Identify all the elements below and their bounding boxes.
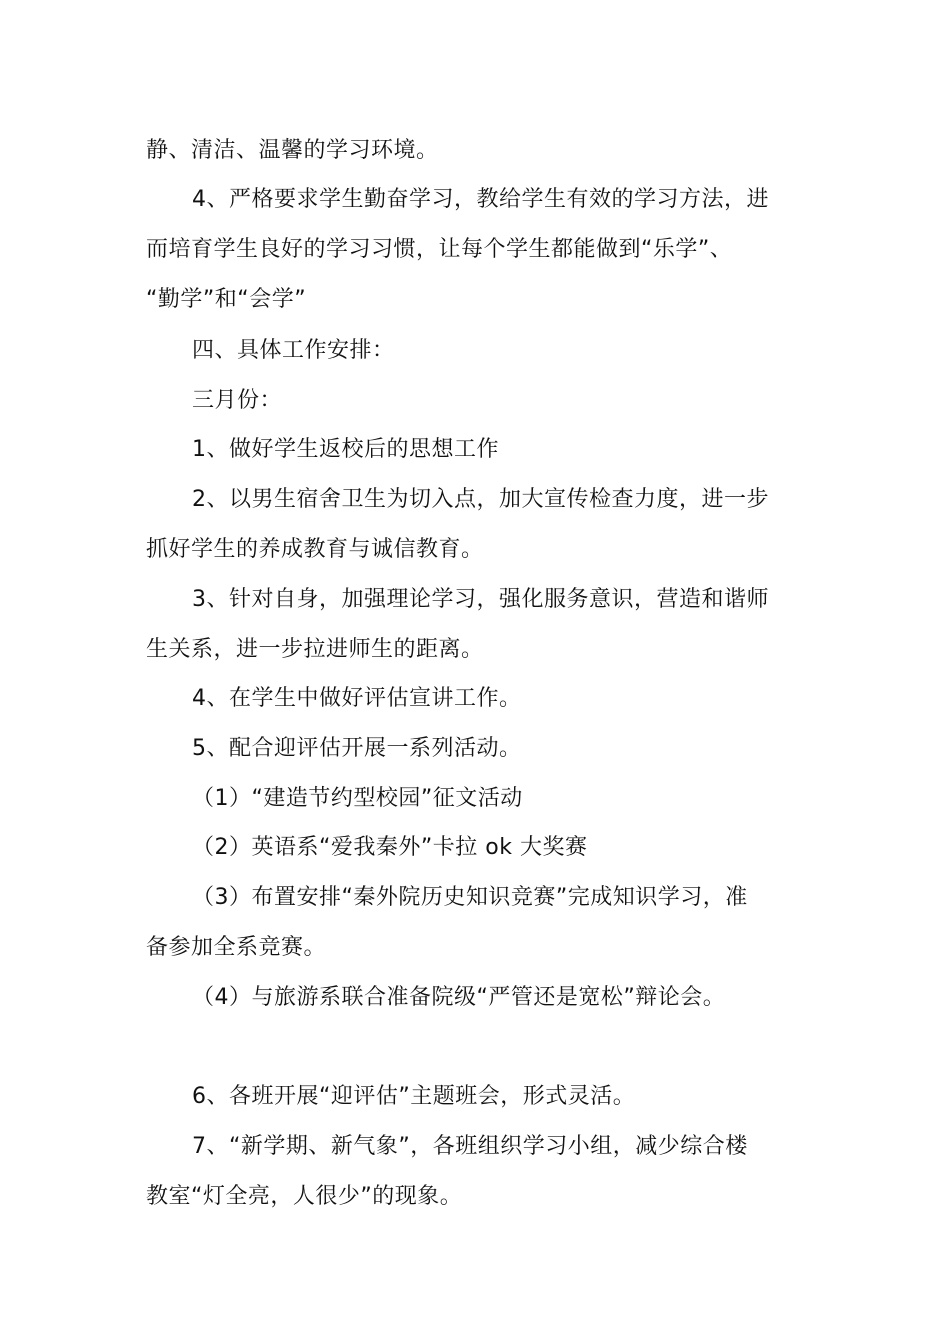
paragraph-line: 备参加全系竞赛。 [146,935,327,960]
list-item: 6、各班开展“迎评估”主题班会，形式灵活。 [192,1084,636,1109]
paragraph-line: 静、清洁、温馨的学习环境。 [146,138,439,163]
paragraph-line: 生关系，进一步拉进师生的距离。 [146,637,484,662]
list-item: 4、在学生中做好评估宣讲工作。 [192,686,522,711]
section-heading: 四、具体工作安排： [192,338,395,363]
sub-list-item: （2）英语系“爱我秦外”卡拉 ok 大奖赛 [192,835,588,860]
paragraph-line: 抓好学生的养成教育与诚信教育。 [146,537,484,562]
sub-list-item: （3）布置安排“秦外院历史知识竞赛”完成知识学习，准 [192,885,748,910]
list-item: 1、做好学生返校后的思想工作 [192,437,499,462]
paragraph-line: 4、严格要求学生勤奋学习，教给学生有效的学习方法，进 [192,187,769,212]
paragraph-line: 教室“灯全亮，人很少”的现象。 [146,1184,463,1209]
sub-list-item: （4）与旅游系联合准备院级“严管还是宽松”辩论会。 [192,985,726,1010]
paragraph-line: 而培育学生良好的学习习惯，让每个学生都能做到“乐学”、 [146,237,733,262]
list-item: 5、配合迎评估开展一系列活动。 [192,736,522,761]
month-heading: 三月份： [192,388,283,413]
list-item: 3、针对自身，加强理论学习，强化服务意识，营造和谐师 [192,587,769,612]
sub-list-item: （1）“建造节约型校园”征文活动 [192,786,523,811]
paragraph-line: “勤学”和“会学” [146,287,307,312]
list-item: 2、以男生宿舍卫生为切入点，加大宣传检查力度，进一步 [192,487,769,512]
list-item: 7、“新学期、新气象”，各班组织学习小组，减少综合楼 [192,1134,748,1159]
